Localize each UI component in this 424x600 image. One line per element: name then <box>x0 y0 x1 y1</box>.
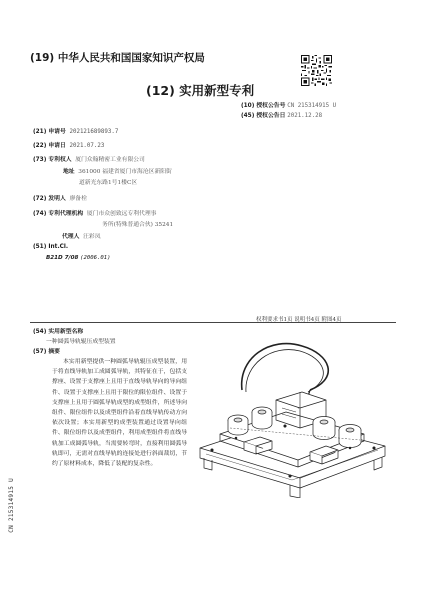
publication-date <box>241 110 322 119</box>
office-name: (19) 中华人民共和国国家知识产权局 <box>30 52 205 64</box>
filing-date <box>33 140 104 149</box>
divider-line <box>30 322 396 323</box>
document-type: (12) 实用新型专利 <box>146 83 255 98</box>
publication-date-value: 2021.12.28 <box>287 113 323 119</box>
qr-code-icon <box>301 55 332 86</box>
int-cl-value <box>46 255 110 261</box>
address-line-2: 道新光东路1号1楼C区 <box>79 180 138 186</box>
address-label: 地址 <box>63 169 75 175</box>
patent-agency-line-2-row <box>102 219 173 228</box>
publication-number <box>241 100 336 109</box>
filing-date-label: (22) 申请日 <box>33 143 66 149</box>
patent-agency <box>33 208 156 217</box>
int-cl-class: B21D 7/08 <box>46 255 79 261</box>
publication-number-label: (10) 授权公告号 <box>241 103 286 109</box>
address <box>63 166 172 175</box>
application-number <box>33 126 118 135</box>
abstract-heading <box>33 346 60 355</box>
abstract-label: (57) 摘要 <box>33 349 60 355</box>
roller-forming-device-drawing <box>190 338 395 498</box>
inventor <box>33 193 87 202</box>
utility-name-heading <box>33 326 83 335</box>
inventor-label: (72) 发明人 <box>33 196 66 202</box>
patentee <box>33 154 145 163</box>
patent-agency-label: (74) 专利代理机构 <box>33 211 84 217</box>
int-cl-date: (2006.01) <box>80 255 111 261</box>
patentee-label: (73) 专利权人 <box>33 157 72 163</box>
abstract-text: 本实用新型提供一种圆弧导轨辊压成型装置，用于将直线导轨加工成圆弧导轨，其特征在于，包括支撑座、设置于支撑座上且用于直线导轨导向的导向组件、设置于支撑座上且用于限位的限位组件、设置于支撑座上且用于圆弧导轨成型的成型组件，所述导向组件、限位组件以及成型组件沿着直线导轨传动方向依次设置；本实用新型的成型装置通过设置导向组件、限位组件以及成型组件，利用成型组件将直线导轨加工成圆弧导轨，当需要转弯时，直接利用圆弧导轨即可，无需对直线导轨的连接处进行斜面裁切，节约了原材料成本，降低了装配的复杂性。 <box>52 359 187 468</box>
int-cl-label: (51) Int.Cl. <box>33 244 69 250</box>
publication-date-label: (45) 授权公告日 <box>241 113 286 119</box>
patent-agency-line-1: 厦门市众创致远专利代理事 <box>86 211 157 217</box>
application-number-label: (21) 申请号 <box>33 129 66 135</box>
patentee-value: 厦门众翰精密工业有限公司 <box>75 157 145 163</box>
filing-date-value: 2021.07.23 <box>69 143 105 149</box>
patent-agency-line-2: 务所(特殊普通合伙) 35241 <box>102 222 174 228</box>
address-line-1: 361000 福建省厦门市海沧区新阳街 <box>78 169 172 175</box>
publication-number-value: CN 215314915 U <box>287 103 337 109</box>
agent-label: 代理人 <box>62 234 80 240</box>
agent-value: 汪彩凤 <box>83 234 101 240</box>
utility-name-label: (54) 实用新型名称 <box>33 329 84 335</box>
address-line-2-row <box>79 177 137 186</box>
inventor-value: 廖备栓 <box>69 196 87 202</box>
page-count-info: 权利要求书1页 说明书4页 附图4页 <box>256 317 342 323</box>
side-publication-number: CN 215314915 U <box>8 478 15 533</box>
utility-name: 一种圆弧导轨辊压成型装置 <box>46 339 116 345</box>
agent <box>62 231 101 240</box>
int-cl <box>33 244 68 250</box>
application-number-value: 202121689893.7 <box>69 129 119 135</box>
